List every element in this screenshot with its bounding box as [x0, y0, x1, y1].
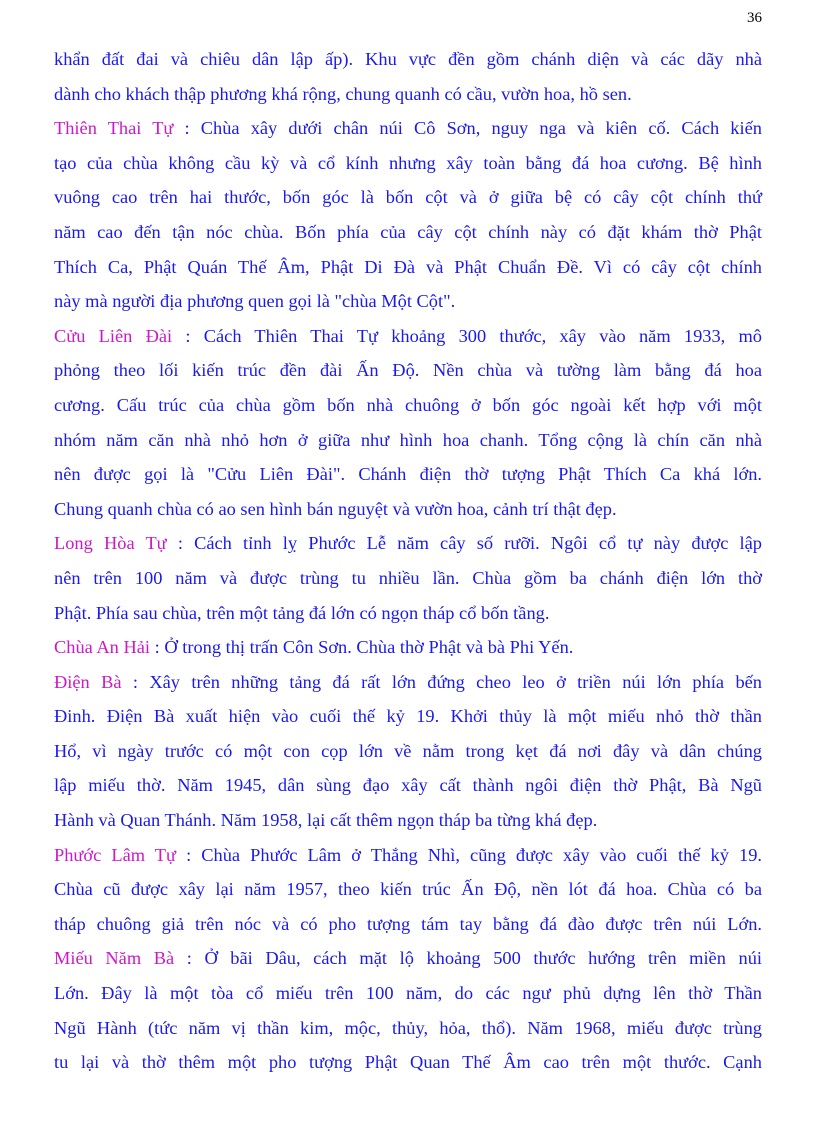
line-text: : Chùa Phước Lâm ở Thắng Nhì, cũng được xây vào cuối thế kỷ 19.	[176, 844, 762, 865]
line-text: Hổ, vì ngày trước có một con cọp lớn về nằm trong kẹt đá nơi đây và dân chúng	[54, 740, 762, 761]
line-text: : Chùa xây dưới chân núi Cô Sơn, nguy nga và kiên cố. Cách kiến	[173, 118, 762, 139]
text-line	[54, 492, 762, 527]
text-line	[54, 561, 762, 596]
text-line	[54, 838, 762, 873]
line-text: tạo của chùa không cầu kỳ và cổ kính nhưng xây toàn bằng đá hoa cương. Bệ hình	[54, 152, 762, 173]
line-text: này mà người địa phương quen gọi là "chùa Một Cột".	[54, 291, 456, 312]
text-line	[54, 596, 762, 631]
text-line	[54, 457, 762, 492]
text-line	[54, 388, 762, 423]
entry-term: Long Hòa Tự	[54, 533, 167, 554]
text-line	[54, 423, 762, 458]
line-text: nhóm năm căn nhà nhỏ hơn ở giữa như hình hoa chanh. Tổng cộng là chín căn nhà	[54, 429, 762, 450]
page-number: 36	[747, 10, 762, 26]
line-text: nên được gọi là "Cửu Liên Đài". Chánh điện thờ tượng Phật Thích Ca khá lớn.	[54, 464, 762, 485]
text-line	[54, 146, 762, 181]
line-text: : Ở bãi Dâu, cách mặt lộ khoảng 500 thước hướng trên miền núi	[174, 948, 762, 969]
line-text: Đinh. Điện Bà xuất hiện vào cuối thế kỷ 19. Khởi thủy là một miếu nhỏ thờ thần	[54, 706, 762, 727]
line-text: tháp chuông giả trên nóc và có pho tượng tám tay bằng đá đào được trên núi Lớn.	[54, 913, 762, 934]
line-text: Phật. Phía sau chùa, trên một tảng đá lớn có ngọn tháp cổ bốn tầng.	[54, 602, 550, 623]
text-line	[54, 526, 762, 561]
text-line	[54, 353, 762, 388]
text-line	[54, 1045, 762, 1080]
entry-term: Thiên Thai Tự	[54, 118, 174, 139]
text-line	[54, 665, 762, 700]
line-text: tu lại và thờ thêm một pho tượng Phật Quan Thế Âm cao trên một thước. Cạnh	[54, 1052, 762, 1073]
line-text: nên trên 100 năm và được trùng tu nhiều lần. Chùa gồm ba chánh điện lớn thờ	[54, 567, 762, 588]
line-text: : Cách Thiên Thai Tự khoảng 300 thước, xây vào năm 1933, mô	[172, 325, 762, 346]
text-line	[54, 284, 762, 319]
text-line	[54, 768, 762, 803]
line-text: cương. Cấu trúc của chùa gồm bốn nhà chuông ở bốn góc ngoài kết hợp với một	[54, 394, 762, 415]
text-line	[54, 319, 762, 354]
text-line	[54, 803, 762, 838]
text-line	[54, 872, 762, 907]
entry-term: Điện Bà	[54, 671, 122, 692]
line-text: khẩn đất đai và chiêu dân lập ấp). Khu vực đền gồm chánh diện và các dãy nhà	[54, 49, 762, 69]
entry-term: Miếu Năm Bà	[54, 948, 175, 969]
text-line	[54, 941, 762, 976]
text-line	[54, 907, 762, 942]
line-text: Thích Ca, Phật Quán Thế Âm, Phật Di Đà và Phật Chuẩn Đề. Vì có cây cột chính	[54, 256, 762, 277]
text-line	[54, 111, 762, 146]
text-line	[54, 250, 762, 285]
line-text: năm cao đến tận nóc chùa. Bốn phía của cây cột chính này có đặt khám thờ Phật	[54, 221, 762, 242]
document-body	[54, 42, 762, 1080]
line-text: : Cách tỉnh lỵ Phước Lễ năm cây số rưỡi. Ngôi cổ tự này được lập	[166, 533, 762, 554]
line-text: lập miếu thờ. Năm 1945, dân sùng đạo xây cất thành ngôi điện thờ Phật, Bà Ngũ	[54, 775, 762, 796]
text-line	[54, 180, 762, 215]
line-text: Chùa cũ được xây lại năm 1957, theo kiến trúc Ấn Độ, nền lót đá hoa. Chùa có ba	[54, 879, 762, 900]
line-text: Ngũ Hành (tức năm vị thần kim, mộc, thủy, hỏa, thổ). Năm 1968, miếu được trùng	[54, 1017, 762, 1038]
line-text: Chung quanh chùa có ao sen hình bán nguyệt và vườn hoa, cảnh trí thật đẹp.	[54, 498, 617, 519]
line-text: : Xây trên những tảng đá rất lớn đứng cheo leo ở triền núi lớn phía bến	[121, 671, 763, 692]
text-line	[54, 976, 762, 1011]
text-line	[54, 699, 762, 734]
line-text: : Ở trong thị trấn Côn Sơn. Chùa thờ Phật và bà Phi Yến.	[150, 637, 574, 658]
text-line	[54, 630, 762, 665]
text-line	[54, 1011, 762, 1046]
text-line	[54, 215, 762, 250]
text-line	[54, 42, 762, 77]
line-text: dành cho khách thập phương khá rộng, chung quanh có cầu, vườn hoa, hồ sen.	[54, 83, 632, 104]
line-text: Lớn. Đây là một tòa cổ miếu trên 100 năm, do các ngư phủ dựng lên thờ Thần	[54, 983, 762, 1004]
entry-term: Phước Lâm Tự	[54, 844, 176, 865]
entry-term: Cửu Liên Đài	[54, 325, 173, 346]
line-text: Hành và Quan Thánh. Năm 1958, lại cất thêm ngọn tháp ba từng khá đẹp.	[54, 810, 598, 831]
line-text: vuông cao trên hai thước, bốn góc là bốn cột và ở giữa bệ có cây cột chính thứ	[54, 187, 762, 208]
text-line	[54, 734, 762, 769]
entry-term: Chùa An Hải	[54, 637, 151, 658]
text-line	[54, 77, 762, 112]
line-text: phỏng theo lối kiến trúc đền đài Ấn Độ. Nền chùa và tường làm bằng đá hoa	[54, 360, 762, 381]
